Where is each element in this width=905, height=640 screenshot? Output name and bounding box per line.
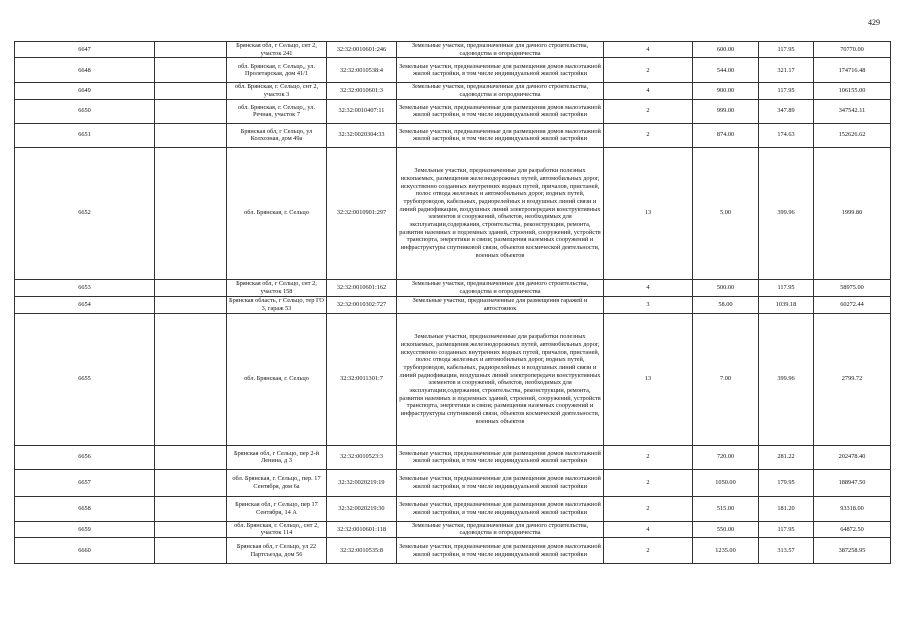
land-purpose-cell: Земельные участки, предназначенные для размещения домов малоэтажной жилой застройки, в том числе индивидуальной жилой застройки	[397, 445, 604, 469]
row-number: 6655	[15, 313, 155, 445]
land-purpose-cell: Земельные участки, предназначенные для дачного строительства, садоводства и огородничества	[397, 42, 604, 58]
land-purpose-cell: Земельные участки, предназначенные для размещения домов малоэтажной жилой застройки, в том числе индивидуальной жилой застройки	[397, 496, 604, 521]
address-cell: обл. Брянская, г. Сельцо,, снт 2, участок 114	[227, 521, 327, 537]
blank-cell	[155, 313, 227, 445]
land-purpose-cell: Земельные участки, предназначенные для разработки полезных ископаемых, размещения железнодорожных путей, автомобильных дорог, искусственно созданных внутренних водных путей, причалов, пристаней, полос отвода железных и автомобильных дорог, водных путей, трубопроводов, кабельных, радиорелейных и воздушных линий связи и линий радиофикации, воздушных линий электропередачи конструктивных элементов и сооружений, объектов, необходимых для эксплуатации,содержания, строительства, реконструкции, ремонта, развития наземных и подземных зданий, строений, сооружений, устройств транспорта, энергетики и связи; размещения наземных сооружений и инфраструктуры спутниковой связи, объектов космической деятельности, военных объектов	[397, 147, 604, 279]
row-number: 6648	[15, 58, 155, 83]
address-cell: Брянская область, г Сельцо, тер ГО 3, гараж 53	[227, 296, 327, 313]
group-code-cell: 4	[604, 83, 693, 99]
table-row	[15, 147, 891, 279]
cadastral-number-cell: 32:32:0020219:19	[327, 469, 397, 496]
area-cell: 874.00	[693, 123, 759, 147]
blank-cell	[155, 42, 227, 58]
group-code-cell: 3	[604, 296, 693, 313]
land-purpose-cell: Земельные участки, предназначенные для разработки полезных ископаемых, размещения железнодорожных путей, автомобильных дорог, искусственно созданных внутренних водных путей, причалов, пристаней, полос отвода железных и автомобильных дорог, водных путей, трубопроводов, кабельных, радиорелейных и воздушных линий связи и линий радиофикации, воздушных линий электропередачи конструктивных элементов и сооружений, объектов, необходимых для эксплуатации,содержания, строительства, реконструкции, ремонта, развития наземных и подземных зданий, строений, сооружений, устройств транспорта, энергетики и связи; размещения наземных сооружений и инфраструктуры спутниковой связи, объектов космической деятельности, военных объектов	[397, 313, 604, 445]
blank-cell	[155, 538, 227, 564]
row-number: 6647	[15, 42, 155, 58]
specific-value-cell: 399.96	[759, 147, 814, 279]
group-code-cell: 4	[604, 521, 693, 537]
row-number: 6660	[15, 538, 155, 564]
specific-value-cell: 117.95	[759, 279, 814, 296]
row-number: 6658	[15, 496, 155, 521]
group-code-cell: 2	[604, 445, 693, 469]
address-cell: Брянская обл, г Сельцо, снт 2, участок 158	[227, 279, 327, 296]
land-purpose-cell: Земельные участки, предназначенные для размещения домов малоэтажной жилой застройки, в том числе индивидуальной жилой застройки	[397, 123, 604, 147]
group-code-cell: 4	[604, 42, 693, 58]
area-cell: 5.00	[693, 147, 759, 279]
land-purpose-cell: Земельные участки, предназначенные для размещения домов малоэтажной жилой застройки, в том числе индивидуальной жилой застройки	[397, 58, 604, 83]
cadastral-number-cell: 32:32:0010601:118	[327, 521, 397, 537]
address-cell: Брянская обл, г Сельцо, снт 2, участок 241	[227, 42, 327, 58]
blank-cell	[155, 445, 227, 469]
blank-cell	[155, 521, 227, 537]
cadastral-value-cell: 93318.00	[814, 496, 891, 521]
blank-cell	[155, 469, 227, 496]
row-number: 6652	[15, 147, 155, 279]
area-cell: 500.00	[693, 279, 759, 296]
address-cell: обл. Брянская, г. Сельцо, снт 2, участок 3	[227, 83, 327, 99]
row-number: 6654	[15, 296, 155, 313]
area-cell: 1235.00	[693, 538, 759, 564]
table-row	[15, 313, 891, 445]
cadastral-value-cell: 347542.11	[814, 99, 891, 123]
cadastral-number-cell: 32:32:0010523:3	[327, 445, 397, 469]
table-row	[15, 496, 891, 521]
land-purpose-cell: Земельные участки, предназначенные для размещения гаражей и автостоянок	[397, 296, 604, 313]
table-row	[15, 123, 891, 147]
blank-cell	[155, 147, 227, 279]
land-purpose-cell: Земельные участки, предназначенные для дачного строительства, садоводства и огородничества	[397, 83, 604, 99]
group-code-cell: 4	[604, 279, 693, 296]
land-purpose-cell: Земельные участки, предназначенные для размещения домов малоэтажной жилой застройки, в том числе индивидуальной жилой застройки	[397, 469, 604, 496]
specific-value-cell: 181.20	[759, 496, 814, 521]
cadastral-number-cell: 32:32:0010601:246	[327, 42, 397, 58]
blank-cell	[155, 123, 227, 147]
specific-value-cell: 321.17	[759, 58, 814, 83]
group-code-cell: 13	[604, 313, 693, 445]
area-cell: 900.00	[693, 83, 759, 99]
table-row	[15, 58, 891, 83]
area-cell: 550.00	[693, 521, 759, 537]
cadastral-value-cell: 106155.00	[814, 83, 891, 99]
cadastral-value-cell: 1999.80	[814, 147, 891, 279]
land-purpose-cell: Земельные участки, предназначенные для дачного строительства, садоводства и огородничества	[397, 521, 604, 537]
row-number: 6649	[15, 83, 155, 99]
cadastral-value-cell: 64872.50	[814, 521, 891, 537]
table-row	[15, 296, 891, 313]
specific-value-cell: 1039.18	[759, 296, 814, 313]
area-cell: 515.00	[693, 496, 759, 521]
blank-cell	[155, 296, 227, 313]
cadastral-number-cell: 32:32:0020219:30	[327, 496, 397, 521]
page-number: 429	[868, 18, 880, 27]
table-row	[15, 445, 891, 469]
cadastral-number-cell: 32:32:0010538:4	[327, 58, 397, 83]
cadastral-value-cell: 2799.72	[814, 313, 891, 445]
area-cell: 720.00	[693, 445, 759, 469]
table-row	[15, 42, 891, 58]
group-code-cell: 2	[604, 58, 693, 83]
specific-value-cell: 399.96	[759, 313, 814, 445]
cadastral-number-cell: 32:32:0010601:162	[327, 279, 397, 296]
group-code-cell: 2	[604, 123, 693, 147]
address-cell: обл. Брянская, г. Сельцо,, ул. Пролетарская, дом 41/1	[227, 58, 327, 83]
cadastral-value-cell: 387258.95	[814, 538, 891, 564]
address-cell: обл. Брянская, г. Сельцо,, пер. 17 Сентября, дом 6а	[227, 469, 327, 496]
area-cell: 999.00	[693, 99, 759, 123]
cadastral-number-cell: 32:32:0010407:11	[327, 99, 397, 123]
group-code-cell: 13	[604, 147, 693, 279]
specific-value-cell: 347.89	[759, 99, 814, 123]
area-cell: 1050.00	[693, 469, 759, 496]
land-plots-table	[14, 41, 891, 564]
area-cell: 7.00	[693, 313, 759, 445]
address-cell: Брянская обл, г Сельцо, ул 22 Партсъезда, дом 56	[227, 538, 327, 564]
blank-cell	[155, 99, 227, 123]
address-cell: обл. Брянская, г. Сельцо,, ул. Речная, участок 7	[227, 99, 327, 123]
address-cell: обл. Брянская, г. Сельцо	[227, 313, 327, 445]
group-code-cell: 2	[604, 469, 693, 496]
row-number: 6651	[15, 123, 155, 147]
specific-value-cell: 117.95	[759, 42, 814, 58]
address-cell: Брянская обл, г Сельцо, ул Колхозная, дом 49а	[227, 123, 327, 147]
address-cell: Брянская обл, г Сельцо, пер 2-й Ленина, д 3	[227, 445, 327, 469]
area-cell: 58.00	[693, 296, 759, 313]
area-cell: 600.00	[693, 42, 759, 58]
table-row	[15, 469, 891, 496]
area-cell: 544.00	[693, 58, 759, 83]
blank-cell	[155, 496, 227, 521]
row-number: 6657	[15, 469, 155, 496]
group-code-cell: 2	[604, 99, 693, 123]
land-purpose-cell: Земельные участки, предназначенные для размещения домов малоэтажной жилой застройки, в том числе индивидуальной жилой застройки	[397, 538, 604, 564]
land-purpose-cell: Земельные участки, предназначенные для дачного строительства, садоводства и огородничества	[397, 279, 604, 296]
cadastral-value-cell: 152626.62	[814, 123, 891, 147]
group-code-cell: 2	[604, 496, 693, 521]
cadastral-number-cell: 32:32:0010901:297	[327, 147, 397, 279]
row-number: 6659	[15, 521, 155, 537]
table-row	[15, 279, 891, 296]
cadastral-value-cell: 202478.40	[814, 445, 891, 469]
specific-value-cell: 179.95	[759, 469, 814, 496]
group-code-cell: 2	[604, 538, 693, 564]
cadastral-number-cell: 32:32:0020304:33	[327, 123, 397, 147]
blank-cell	[155, 58, 227, 83]
cadastral-value-cell: 60272.44	[814, 296, 891, 313]
table-row	[15, 521, 891, 537]
row-number: 6653	[15, 279, 155, 296]
specific-value-cell: 281.22	[759, 445, 814, 469]
table-row	[15, 99, 891, 123]
blank-cell	[155, 279, 227, 296]
specific-value-cell: 117.95	[759, 521, 814, 537]
cadastral-value-cell: 188947.50	[814, 469, 891, 496]
blank-cell	[155, 83, 227, 99]
land-purpose-cell: Земельные участки, предназначенные для размещения домов малоэтажной жилой застройки, в том числе индивидуальной жилой застройки	[397, 99, 604, 123]
specific-value-cell: 313.57	[759, 538, 814, 564]
address-cell: Брянская обл, г Сельцо, пер 17 Сентября, 14 А	[227, 496, 327, 521]
specific-value-cell: 117.95	[759, 83, 814, 99]
cadastral-number-cell: 32:32:0011301:7	[327, 313, 397, 445]
cadastral-value-cell: 70770.00	[814, 42, 891, 58]
cadastral-number-cell: 32:32:0010302:727	[327, 296, 397, 313]
table-row	[15, 83, 891, 99]
address-cell: обл. Брянская, г. Сельцо	[227, 147, 327, 279]
cadastral-number-cell: 32:32:0010601:3	[327, 83, 397, 99]
row-number: 6656	[15, 445, 155, 469]
specific-value-cell: 174.63	[759, 123, 814, 147]
cadastral-value-cell: 58975.00	[814, 279, 891, 296]
row-number: 6650	[15, 99, 155, 123]
cadastral-value-cell: 174716.48	[814, 58, 891, 83]
cadastral-number-cell: 32:32:0010535:8	[327, 538, 397, 564]
table-row	[15, 538, 891, 564]
